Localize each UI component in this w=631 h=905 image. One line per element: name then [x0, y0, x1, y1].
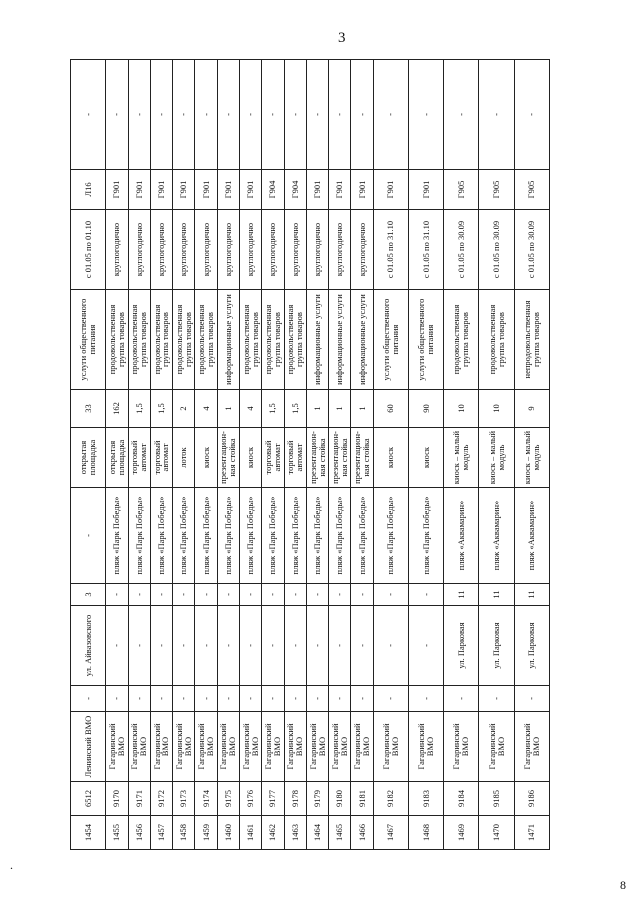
- cell-object-type: киоск: [409, 428, 444, 488]
- cell-district: Гагаринский ВМО: [106, 712, 128, 782]
- cell-specialization: продовольственная группа товаров: [444, 290, 479, 390]
- cell-street: -: [306, 606, 328, 686]
- cell-empty-col: -: [409, 686, 444, 712]
- cell-street: -: [173, 606, 195, 686]
- cell-district: Гагаринский ВМО: [306, 712, 328, 782]
- cell-empty-col: -: [71, 686, 106, 712]
- cell-row-number: 1468: [409, 816, 444, 850]
- cell-category: Г901: [373, 170, 408, 210]
- cell-last-col: -: [217, 60, 239, 170]
- cell-category: Г901: [329, 170, 351, 210]
- cell-object-type: презентацион-ная стойка: [351, 428, 373, 488]
- cell-area: 1: [329, 390, 351, 428]
- cell-object-type: открытая площадка: [71, 428, 106, 488]
- cell-object-type: киоск: [373, 428, 408, 488]
- cell-place: пляж «Парк Победы»: [173, 488, 195, 584]
- cell-period: круглогодично: [217, 210, 239, 290]
- cell-period: круглогодично: [150, 210, 172, 290]
- cell-row-number: 1454: [71, 816, 106, 850]
- table-body: [71, 60, 550, 850]
- cell-empty-col: -: [195, 686, 217, 712]
- cell-house: -: [373, 584, 408, 606]
- cell-object-type: презентацион-ная стойка: [217, 428, 239, 488]
- cell-place: пляж «Парк Победы»: [351, 488, 373, 584]
- rotated-table-frame: [70, 60, 550, 850]
- cell-house: -: [262, 584, 284, 606]
- cell-house: 11: [514, 584, 549, 606]
- table-row: [240, 60, 262, 850]
- cell-empty-col: -: [284, 686, 306, 712]
- cell-district: Гагаринский ВМО: [217, 712, 239, 782]
- cell-last-col: -: [514, 60, 549, 170]
- table-container: [70, 60, 550, 850]
- cell-object-code: 9181: [351, 782, 373, 816]
- cell-last-col: -: [195, 60, 217, 170]
- cell-period: с 01.05 по 31.10: [409, 210, 444, 290]
- cell-row-number: 1455: [106, 816, 128, 850]
- cell-specialization: услуги общественного питания: [409, 290, 444, 390]
- cell-object-code: 9179: [306, 782, 328, 816]
- cell-specialization: продовольственная группа товаров: [240, 290, 262, 390]
- cell-category: Г905: [514, 170, 549, 210]
- cell-specialization: услуги общественного питания: [373, 290, 408, 390]
- table-row: [195, 60, 217, 850]
- cell-specialization: продовольственная группа товаров: [284, 290, 306, 390]
- cell-last-col: -: [284, 60, 306, 170]
- cell-empty-col: -: [479, 686, 514, 712]
- table-row: [71, 60, 106, 850]
- cell-object-code: 9185: [479, 782, 514, 816]
- table-row: [106, 60, 128, 850]
- cell-place: пляж «Парк Победы»: [306, 488, 328, 584]
- page-number: 3: [338, 30, 346, 46]
- table-row: [150, 60, 172, 850]
- cell-area: 33: [71, 390, 106, 428]
- cell-empty-col: -: [329, 686, 351, 712]
- cell-object-type: торговый автомат: [284, 428, 306, 488]
- cell-area: 4: [195, 390, 217, 428]
- cell-area: 1,5: [284, 390, 306, 428]
- cell-object-code: 9174: [195, 782, 217, 816]
- cell-specialization: продовольственная группа товаров: [150, 290, 172, 390]
- cell-street: -: [329, 606, 351, 686]
- cell-category: Г901: [240, 170, 262, 210]
- cell-object-type: киоск – малый модуль: [514, 428, 549, 488]
- cell-house: -: [217, 584, 239, 606]
- cell-object-code: 6512: [71, 782, 106, 816]
- cell-place: пляж «Парк Победы»: [195, 488, 217, 584]
- cell-object-code: 9182: [373, 782, 408, 816]
- cell-object-code: 9177: [262, 782, 284, 816]
- cell-house: -: [128, 584, 150, 606]
- cell-area: 10: [444, 390, 479, 428]
- cell-specialization: продовольственная группа товаров: [479, 290, 514, 390]
- cell-place: пляж «Парк Победы»: [240, 488, 262, 584]
- cell-row-number: 1461: [240, 816, 262, 850]
- cell-object-type: киоск: [240, 428, 262, 488]
- cell-period: круглогодично: [306, 210, 328, 290]
- cell-empty-col: -: [351, 686, 373, 712]
- cell-place: пляж «Парк Победы»: [373, 488, 408, 584]
- cell-specialization: информационные услуги: [306, 290, 328, 390]
- cell-place: -: [71, 488, 106, 584]
- cell-area: 90: [409, 390, 444, 428]
- cell-district: Гагаринский ВМО: [514, 712, 549, 782]
- cell-empty-col: -: [514, 686, 549, 712]
- cell-house: -: [240, 584, 262, 606]
- table-row: [306, 60, 328, 850]
- table-row: [409, 60, 444, 850]
- cell-object-type: презентацион-ная стойка: [329, 428, 351, 488]
- cell-object-type: киоск – малый модуль: [444, 428, 479, 488]
- cell-row-number: 1465: [329, 816, 351, 850]
- cell-empty-col: -: [106, 686, 128, 712]
- cell-specialization: информационные услуги: [351, 290, 373, 390]
- cell-house: -: [409, 584, 444, 606]
- cell-area: 60: [373, 390, 408, 428]
- cell-category: Г901: [217, 170, 239, 210]
- cell-specialization: продовольственная группа товаров: [195, 290, 217, 390]
- cell-house: -: [306, 584, 328, 606]
- cell-street: -: [409, 606, 444, 686]
- cell-specialization: продовольственная группа товаров: [106, 290, 128, 390]
- cell-object-type: презентацион-ная стойка: [306, 428, 328, 488]
- registry-table: [70, 59, 550, 850]
- cell-period: с 01.05 по 30.09: [514, 210, 549, 290]
- corner-mark: 8: [620, 878, 626, 892]
- cell-row-number: 1462: [262, 816, 284, 850]
- cell-empty-col: -: [306, 686, 328, 712]
- cell-object-code: 9178: [284, 782, 306, 816]
- cell-street: -: [106, 606, 128, 686]
- cell-house: -: [173, 584, 195, 606]
- cell-object-code: 9183: [409, 782, 444, 816]
- cell-category: Г901: [195, 170, 217, 210]
- cell-area: 1: [217, 390, 239, 428]
- cell-category: Г901: [150, 170, 172, 210]
- cell-place: пляж «Парк Победы»: [128, 488, 150, 584]
- cell-row-number: 1470: [479, 816, 514, 850]
- cell-place: пляж «Парк Победы»: [217, 488, 239, 584]
- cell-house: -: [106, 584, 128, 606]
- cell-specialization: непродовольственная группа товаров: [514, 290, 549, 390]
- cell-last-col: -: [128, 60, 150, 170]
- cell-period: круглогодично: [284, 210, 306, 290]
- cell-period: круглогодично: [240, 210, 262, 290]
- cell-object-code: 9173: [173, 782, 195, 816]
- cell-period: круглогодично: [173, 210, 195, 290]
- cell-object-type: торговый автомат: [128, 428, 150, 488]
- cell-house: -: [195, 584, 217, 606]
- cell-district: Гагаринский ВМО: [409, 712, 444, 782]
- cell-object-type: киоск: [195, 428, 217, 488]
- cell-object-code: 9175: [217, 782, 239, 816]
- cell-area: 1,5: [128, 390, 150, 428]
- cell-object-code: 9172: [150, 782, 172, 816]
- cell-empty-col: -: [373, 686, 408, 712]
- table-row: [373, 60, 408, 850]
- cell-street: -: [128, 606, 150, 686]
- cell-period: круглогодично: [106, 210, 128, 290]
- cell-district: Гагаринский ВМО: [150, 712, 172, 782]
- cell-house: 11: [444, 584, 479, 606]
- cell-last-col: -: [240, 60, 262, 170]
- cell-place: пляж «Аквамарин»: [479, 488, 514, 584]
- cell-place: пляж «Парк Победы»: [150, 488, 172, 584]
- cell-district: Ленинский ВМО: [71, 712, 106, 782]
- cell-district: Гагаринский ВМО: [195, 712, 217, 782]
- cell-period: круглогодично: [329, 210, 351, 290]
- table-row: [351, 60, 373, 850]
- table-row: [444, 60, 479, 850]
- cell-last-col: -: [106, 60, 128, 170]
- cell-period: круглогодично: [262, 210, 284, 290]
- table-row: [514, 60, 549, 850]
- cell-district: Гагаринский ВМО: [373, 712, 408, 782]
- cell-district: Гагаринский ВМО: [351, 712, 373, 782]
- cell-row-number: 1458: [173, 816, 195, 850]
- cell-district: Гагаринский ВМО: [173, 712, 195, 782]
- cell-period: круглогодично: [195, 210, 217, 290]
- cell-row-number: 1456: [128, 816, 150, 850]
- cell-district: Гагаринский ВМО: [329, 712, 351, 782]
- cell-category: Г901: [128, 170, 150, 210]
- cell-empty-col: -: [173, 686, 195, 712]
- cell-object-code: 9186: [514, 782, 549, 816]
- table-row: [217, 60, 239, 850]
- cell-area: 9: [514, 390, 549, 428]
- cell-object-code: 9170: [106, 782, 128, 816]
- cell-last-col: -: [329, 60, 351, 170]
- cell-object-code: 9171: [128, 782, 150, 816]
- cell-district: Гагаринский ВМО: [444, 712, 479, 782]
- cell-last-col: -: [351, 60, 373, 170]
- cell-category: Л16: [71, 170, 106, 210]
- stray-dot: .: [10, 858, 13, 872]
- cell-object-type: киоск – малый модуль: [479, 428, 514, 488]
- cell-category: Г901: [409, 170, 444, 210]
- cell-street: ул. Парковая: [444, 606, 479, 686]
- cell-place: пляж «Парк Победы»: [409, 488, 444, 584]
- cell-empty-col: -: [128, 686, 150, 712]
- cell-area: 1,5: [262, 390, 284, 428]
- cell-empty-col: -: [240, 686, 262, 712]
- cell-empty-col: -: [150, 686, 172, 712]
- table-row: [262, 60, 284, 850]
- table-row: [479, 60, 514, 850]
- cell-district: Гагаринский ВМО: [262, 712, 284, 782]
- cell-object-type: торговый автомат: [150, 428, 172, 488]
- cell-row-number: 1459: [195, 816, 217, 850]
- cell-object-type: открытая площадка: [106, 428, 128, 488]
- cell-category: Г901: [106, 170, 128, 210]
- cell-last-col: -: [306, 60, 328, 170]
- cell-street: -: [240, 606, 262, 686]
- cell-district: Гагаринский ВМО: [240, 712, 262, 782]
- cell-house: -: [351, 584, 373, 606]
- cell-row-number: 1471: [514, 816, 549, 850]
- cell-house: 3: [71, 584, 106, 606]
- table-row: [329, 60, 351, 850]
- cell-last-col: -: [444, 60, 479, 170]
- cell-category: Г901: [351, 170, 373, 210]
- cell-last-col: -: [71, 60, 106, 170]
- cell-street: -: [150, 606, 172, 686]
- cell-street: -: [217, 606, 239, 686]
- cell-last-col: -: [173, 60, 195, 170]
- cell-last-col: -: [262, 60, 284, 170]
- cell-street: -: [262, 606, 284, 686]
- cell-object-type: торговый автомат: [262, 428, 284, 488]
- cell-area: 1: [351, 390, 373, 428]
- cell-empty-col: -: [217, 686, 239, 712]
- cell-specialization: услуги общественного питания: [71, 290, 106, 390]
- cell-area: 2: [173, 390, 195, 428]
- cell-area: 10: [479, 390, 514, 428]
- table-row: [173, 60, 195, 850]
- cell-specialization: информационные услуги: [217, 290, 239, 390]
- cell-specialization: продовольственная группа товаров: [128, 290, 150, 390]
- cell-object-type: лоток: [173, 428, 195, 488]
- cell-category: Г904: [284, 170, 306, 210]
- cell-house: -: [329, 584, 351, 606]
- cell-area: 1: [306, 390, 328, 428]
- table-row: [128, 60, 150, 850]
- cell-specialization: информационные услуги: [329, 290, 351, 390]
- cell-place: пляж «Аквамарин»: [444, 488, 479, 584]
- cell-row-number: 1469: [444, 816, 479, 850]
- cell-area: 1,5: [150, 390, 172, 428]
- cell-house: -: [150, 584, 172, 606]
- cell-house: 11: [479, 584, 514, 606]
- cell-object-code: 9184: [444, 782, 479, 816]
- cell-row-number: 1466: [351, 816, 373, 850]
- cell-street: -: [373, 606, 408, 686]
- cell-place: пляж «Парк Победы»: [329, 488, 351, 584]
- cell-place: пляж «Парк Победы»: [262, 488, 284, 584]
- cell-street: ул. Парковая: [479, 606, 514, 686]
- cell-last-col: -: [150, 60, 172, 170]
- cell-object-code: 9180: [329, 782, 351, 816]
- cell-house: -: [284, 584, 306, 606]
- cell-object-code: 9176: [240, 782, 262, 816]
- cell-period: круглогодично: [351, 210, 373, 290]
- cell-period: с 01.05 по 31.10: [373, 210, 408, 290]
- cell-row-number: 1463: [284, 816, 306, 850]
- cell-specialization: продовольственная группа товаров: [173, 290, 195, 390]
- cell-category: Г905: [479, 170, 514, 210]
- cell-category: Г901: [173, 170, 195, 210]
- cell-period: круглогодично: [128, 210, 150, 290]
- cell-place: пляж «Парк Победы»: [106, 488, 128, 584]
- cell-category: Г901: [306, 170, 328, 210]
- cell-last-col: -: [479, 60, 514, 170]
- cell-place: пляж «Парк Победы»: [284, 488, 306, 584]
- cell-last-col: -: [409, 60, 444, 170]
- cell-place: пляж «Аквамарин»: [514, 488, 549, 584]
- cell-row-number: 1464: [306, 816, 328, 850]
- cell-area: 162: [106, 390, 128, 428]
- cell-category: Г905: [444, 170, 479, 210]
- cell-row-number: 1460: [217, 816, 239, 850]
- cell-specialization: продовольственная группа товаров: [262, 290, 284, 390]
- cell-empty-col: -: [262, 686, 284, 712]
- table-row: [284, 60, 306, 850]
- cell-period: с 01.05 по 01.10: [71, 210, 106, 290]
- cell-street: -: [195, 606, 217, 686]
- cell-area: 4: [240, 390, 262, 428]
- cell-last-col: -: [373, 60, 408, 170]
- cell-street: -: [351, 606, 373, 686]
- cell-street: ул. Парковая: [514, 606, 549, 686]
- cell-empty-col: -: [444, 686, 479, 712]
- cell-district: Гагаринский ВМО: [284, 712, 306, 782]
- cell-district: Гагаринский ВМО: [128, 712, 150, 782]
- cell-row-number: 1457: [150, 816, 172, 850]
- cell-district: Гагаринский ВМО: [479, 712, 514, 782]
- cell-row-number: 1467: [373, 816, 408, 850]
- cell-period: с 01.05 по 30.09: [444, 210, 479, 290]
- cell-category: Г904: [262, 170, 284, 210]
- cell-street: ул. Айвазовского: [71, 606, 106, 686]
- cell-period: с 01.05 по 30.09: [479, 210, 514, 290]
- cell-street: -: [284, 606, 306, 686]
